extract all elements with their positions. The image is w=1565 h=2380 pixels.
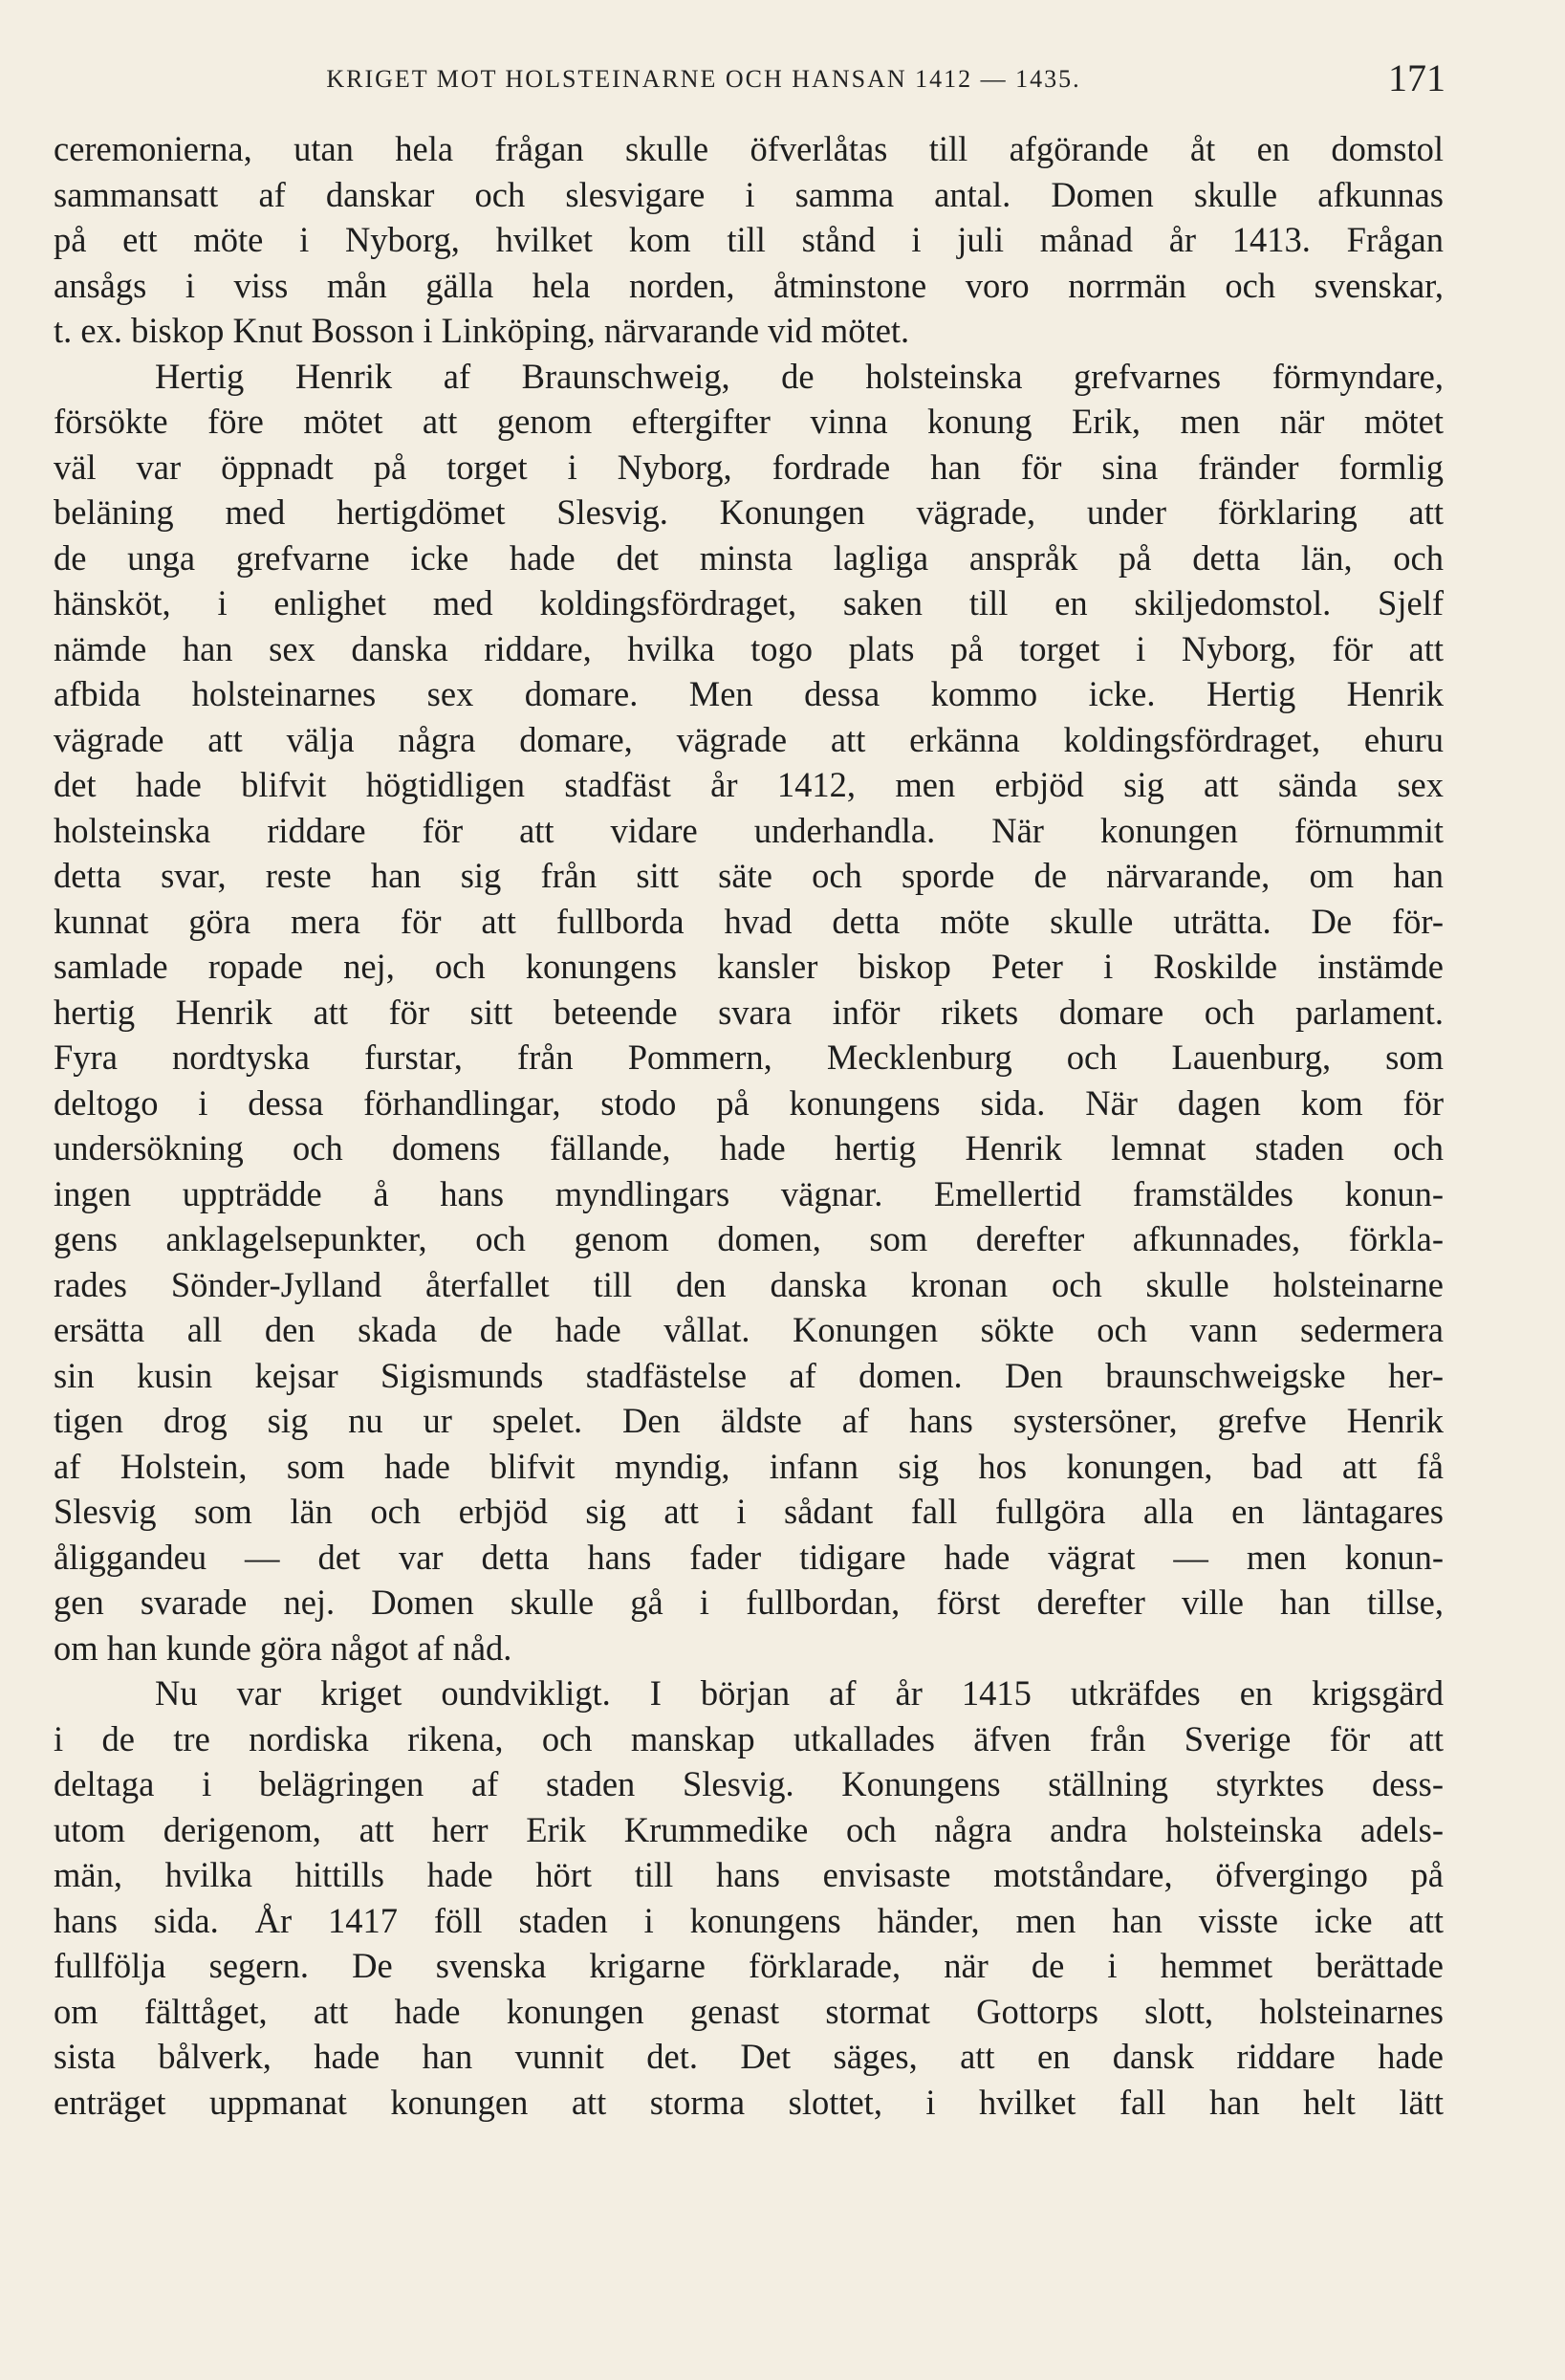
text-line: gens anklagelsepunkter, och genom domen, som derefter afkunnades, förkla-	[54, 1219, 1444, 1258]
text-line: sin kusin kejsar Sigismunds stadfästelse af domen. Den braunschweigske her-	[54, 1355, 1444, 1395]
text-line: i de tre nordiska rikena, och manskap utkallades äfven från Sverige för att	[54, 1718, 1444, 1758]
text-line: enträget uppmanat konungen att storma slottet, i hvilket fall han helt lätt	[54, 2082, 1444, 2122]
text-line: undersökning och domens fällande, hade hertig Henrik lemnat staden och	[54, 1128, 1444, 1168]
text-line: deltogo i dessa förhandlingar, stodo på konungens sida. När dagen kom för	[54, 1082, 1444, 1123]
text-line: hans sida. År 1417 föll staden i konungens händer, men han visste icke att	[54, 1900, 1444, 1940]
text-line: ingen uppträdde å hans myndlingars vägnar. Emellertid framstäldes konun-	[54, 1173, 1444, 1213]
text-line: de unga grefvarne icke hade det minsta lagliga anspråk på detta län, och	[54, 537, 1444, 578]
text-line: Slesvig som län och erbjöd sig att i sådant fall fullgöra alla en läntagares	[54, 1492, 1444, 1531]
text-line: fullfölja segern. De svenska krigarne förklarade, när de i hemmet berättade	[54, 1946, 1444, 1985]
text-line: holsteinska riddare för att vidare underhandla. När konungen förnummit	[54, 810, 1444, 850]
body-text	[54, 126, 1444, 2125]
text-line: åliggandeu — det var detta hans fader tidigare hade vägrat — men konun-	[54, 1537, 1444, 1577]
text-line: ersätta all den skada de hade vållat. Konungen sökte och vann sedermera	[54, 1310, 1444, 1349]
text-line: på ett möte i Nyborg, hvilket kom till stånd i juli månad år 1413. Frågan	[54, 220, 1444, 259]
text-line: detta svar, reste han sig från sitt säte och sporde de närvarande, om han	[54, 856, 1444, 895]
text-line: vägrade att välja några domare, vägrade att erkänna koldingsfördraget, ehuru	[54, 719, 1444, 759]
paragraph-first-line: Hertig Henrik af Braunschweig, de holsteinska grefvarnes förmyndare,	[155, 356, 1444, 396]
paragraph-first-line: Nu var kriget oundvikligt. I början af år 1415 utkräfdes en krigsgärd	[155, 1673, 1444, 1713]
text-line: t. ex. biskop Knut Bosson i Linköping, närvarande vid mötet.	[54, 311, 910, 350]
text-line: om han kunde göra något af nåd.	[54, 1627, 512, 1668]
text-line: ceremonierna, utan hela frågan skulle öfverlåtas till afgörande åt en domstol	[54, 129, 1444, 168]
text-line: hänsköt, i enlighet med koldingsfördraget, saken till en skiljedomstol. Sjelf	[54, 583, 1444, 622]
running-title: KRIGET MOT HOLSTEINARNE OCH HANSAN 1412 — 1435.	[326, 65, 1081, 93]
text-line: ansågs i viss mån gälla hela norden, åtminstone voro norrmän och svenskar,	[54, 265, 1444, 305]
text-line: försökte före mötet att genom eftergifter vinna konung Erik, men när mötet	[54, 402, 1444, 441]
text-line: hertig Henrik att för sitt beteende svara inför rikets domare och parlament.	[54, 992, 1444, 1032]
text-line: kunnat göra mera för att fullborda hvad detta möte skulle uträtta. De för-	[54, 901, 1444, 941]
text-line: af Holstein, som hade blifvit myndig, infann sig hos konungen, bad att få	[54, 1446, 1444, 1486]
text-line: gen svarade nej. Domen skulle gå i fullbordan, först derefter ville han tillse,	[54, 1583, 1444, 1622]
text-line: sammansatt af danskar och slesvigare i samma antal. Domen skulle afkunnas	[54, 174, 1444, 214]
text-line: män, hvilka hittills hade hört till hans envisaste motståndare, öfvergingo på	[54, 1855, 1444, 1894]
page-header	[57, 55, 1445, 103]
page-number: 171	[1388, 56, 1445, 99]
text-line: afbida holsteinarnes sex domare. Men dessa kommo icke. Hertig Henrik	[54, 674, 1444, 713]
text-line: deltaga i belägringen af staden Slesvig. Konungens ställning styrktes dess-	[54, 1764, 1444, 1803]
text-line: nämde han sex danska riddare, hvilka togo plats på torget i Nyborg, för att	[54, 628, 1444, 668]
text-line: rades Sönder-Jylland återfallet till den danska kronan och skulle holsteinarne	[54, 1264, 1444, 1304]
text-line: väl var öppnadt på torget i Nyborg, fordrade han för sina fränder formlig	[54, 447, 1444, 487]
text-line: Fyra nordtyska furstar, från Pommern, Mecklenburg och Lauenburg, som	[54, 1037, 1444, 1077]
text-line: sista bålverk, hade han vunnit det. Det säges, att en dansk riddare hade	[54, 2037, 1444, 2076]
text-line: samlade ropade nej, och konungens kansler biskop Peter i Roskilde instämde	[54, 947, 1444, 986]
text-line: beläning med hertigdömet Slesvig. Konungen vägrade, under förklaring att	[54, 492, 1444, 532]
text-line: tigen drog sig nu ur spelet. Den äldste af hans systersöner, grefve Henrik	[54, 1401, 1444, 1440]
text-line: utom derigenom, att herr Erik Krummedike och några andra holsteinska adels-	[54, 1809, 1444, 1849]
text-line: om fälttåget, att hade konungen genast stormat Gottorps slott, holsteinarnes	[54, 1991, 1444, 2031]
text-line: det hade blifvit högtidligen stadfäst år 1412, men erbjöd sig att sända sex	[54, 765, 1444, 804]
